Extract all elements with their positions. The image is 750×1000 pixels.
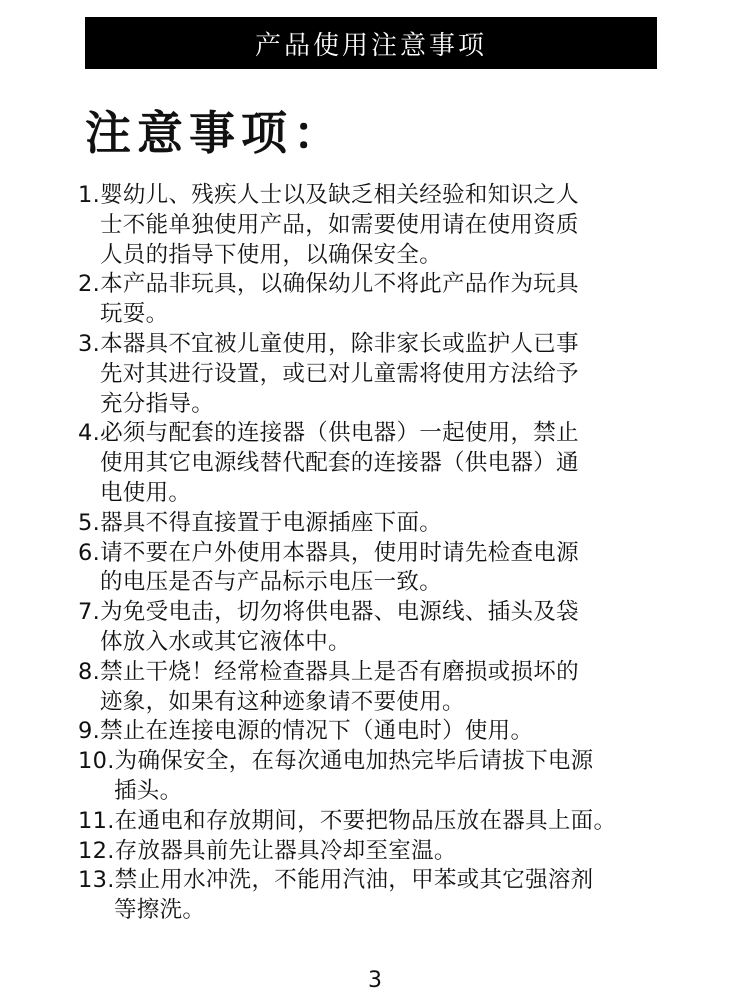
note-line: 13.禁止用水冲洗，不能用汽油，甲苯或其它强溶剂: [78, 867, 594, 894]
note-item: [78, 330, 718, 419]
notes-list: [78, 181, 718, 926]
note-line: 9.禁止在连接电源的情况下（通电时）使用。: [78, 718, 534, 745]
note-line: 电使用。: [100, 479, 192, 506]
note-item: [78, 419, 718, 508]
note-line: 的电压是否与产品标示电压一致。: [100, 569, 443, 596]
note-line: 1.婴幼儿、残疾人士以及缺乏相关经验和知识之人: [78, 182, 579, 208]
note-line: 迹象，如果有这种迹象请不要使用。: [100, 688, 465, 715]
note-line: 人员的指导下使用，以确保安全。: [100, 241, 443, 268]
note-line: 5.器具不得直接置于电源插座下面。: [78, 509, 443, 536]
note-line: 10.为确保安全，在每次通电加热完毕后请拔下电源: [78, 748, 594, 775]
note-item: [78, 181, 718, 270]
note-line: 插头。: [114, 777, 183, 804]
note-item: [78, 509, 718, 539]
note-line: 7.为免受电击，切勿将供电器、电源线、插头及袋: [78, 599, 579, 626]
page-heading: 注意事项：: [85, 106, 345, 160]
note-item: [78, 598, 718, 658]
note-line: 4.必须与配套的连接器（供电器）一起使用，禁止: [78, 420, 579, 447]
note-item: [78, 866, 718, 926]
note-line: 11.在通电和存放期间，不要把物品压放在器具上面。: [78, 807, 617, 834]
header-title: 产品使用注意事项: [254, 30, 487, 61]
note-line: 2.本产品非玩具，以确保幼儿不将此产品作为玩具: [78, 271, 579, 298]
note-line: 体放入水或其它液体中。: [100, 628, 351, 655]
note-line: 使用其它电源线替代配套的连接器（供电器）通: [100, 450, 579, 477]
note-line: 等擦洗。: [114, 897, 206, 924]
header-bar: [85, 17, 657, 69]
page-number: 3: [368, 968, 382, 993]
note-item: [78, 837, 718, 867]
note-item: [78, 539, 718, 599]
note-line: 3.本器具不宜被儿童使用，除非家长或监护人已事: [78, 330, 579, 357]
note-line: 玩耍。: [100, 301, 169, 328]
note-line: 8.禁止干烧！经常检查器具上是否有磨损或损坏的: [78, 658, 579, 685]
note-line: 充分指导。: [100, 390, 215, 417]
note-line: 先对其进行设置，或已对儿童需将使用方法给予: [100, 360, 579, 387]
note-line: 12.存放器具前先让器具冷却至室温。: [78, 837, 457, 864]
note-item: [78, 717, 718, 747]
note-line: 士不能单独使用产品，如需要使用请在使用资质: [100, 211, 579, 238]
note-item: [78, 807, 718, 837]
note-item: [78, 658, 718, 718]
note-item: [78, 270, 718, 330]
note-line: 6.请不要在户外使用本器具，使用时请先检查电源: [78, 539, 579, 566]
note-item: [78, 747, 718, 807]
